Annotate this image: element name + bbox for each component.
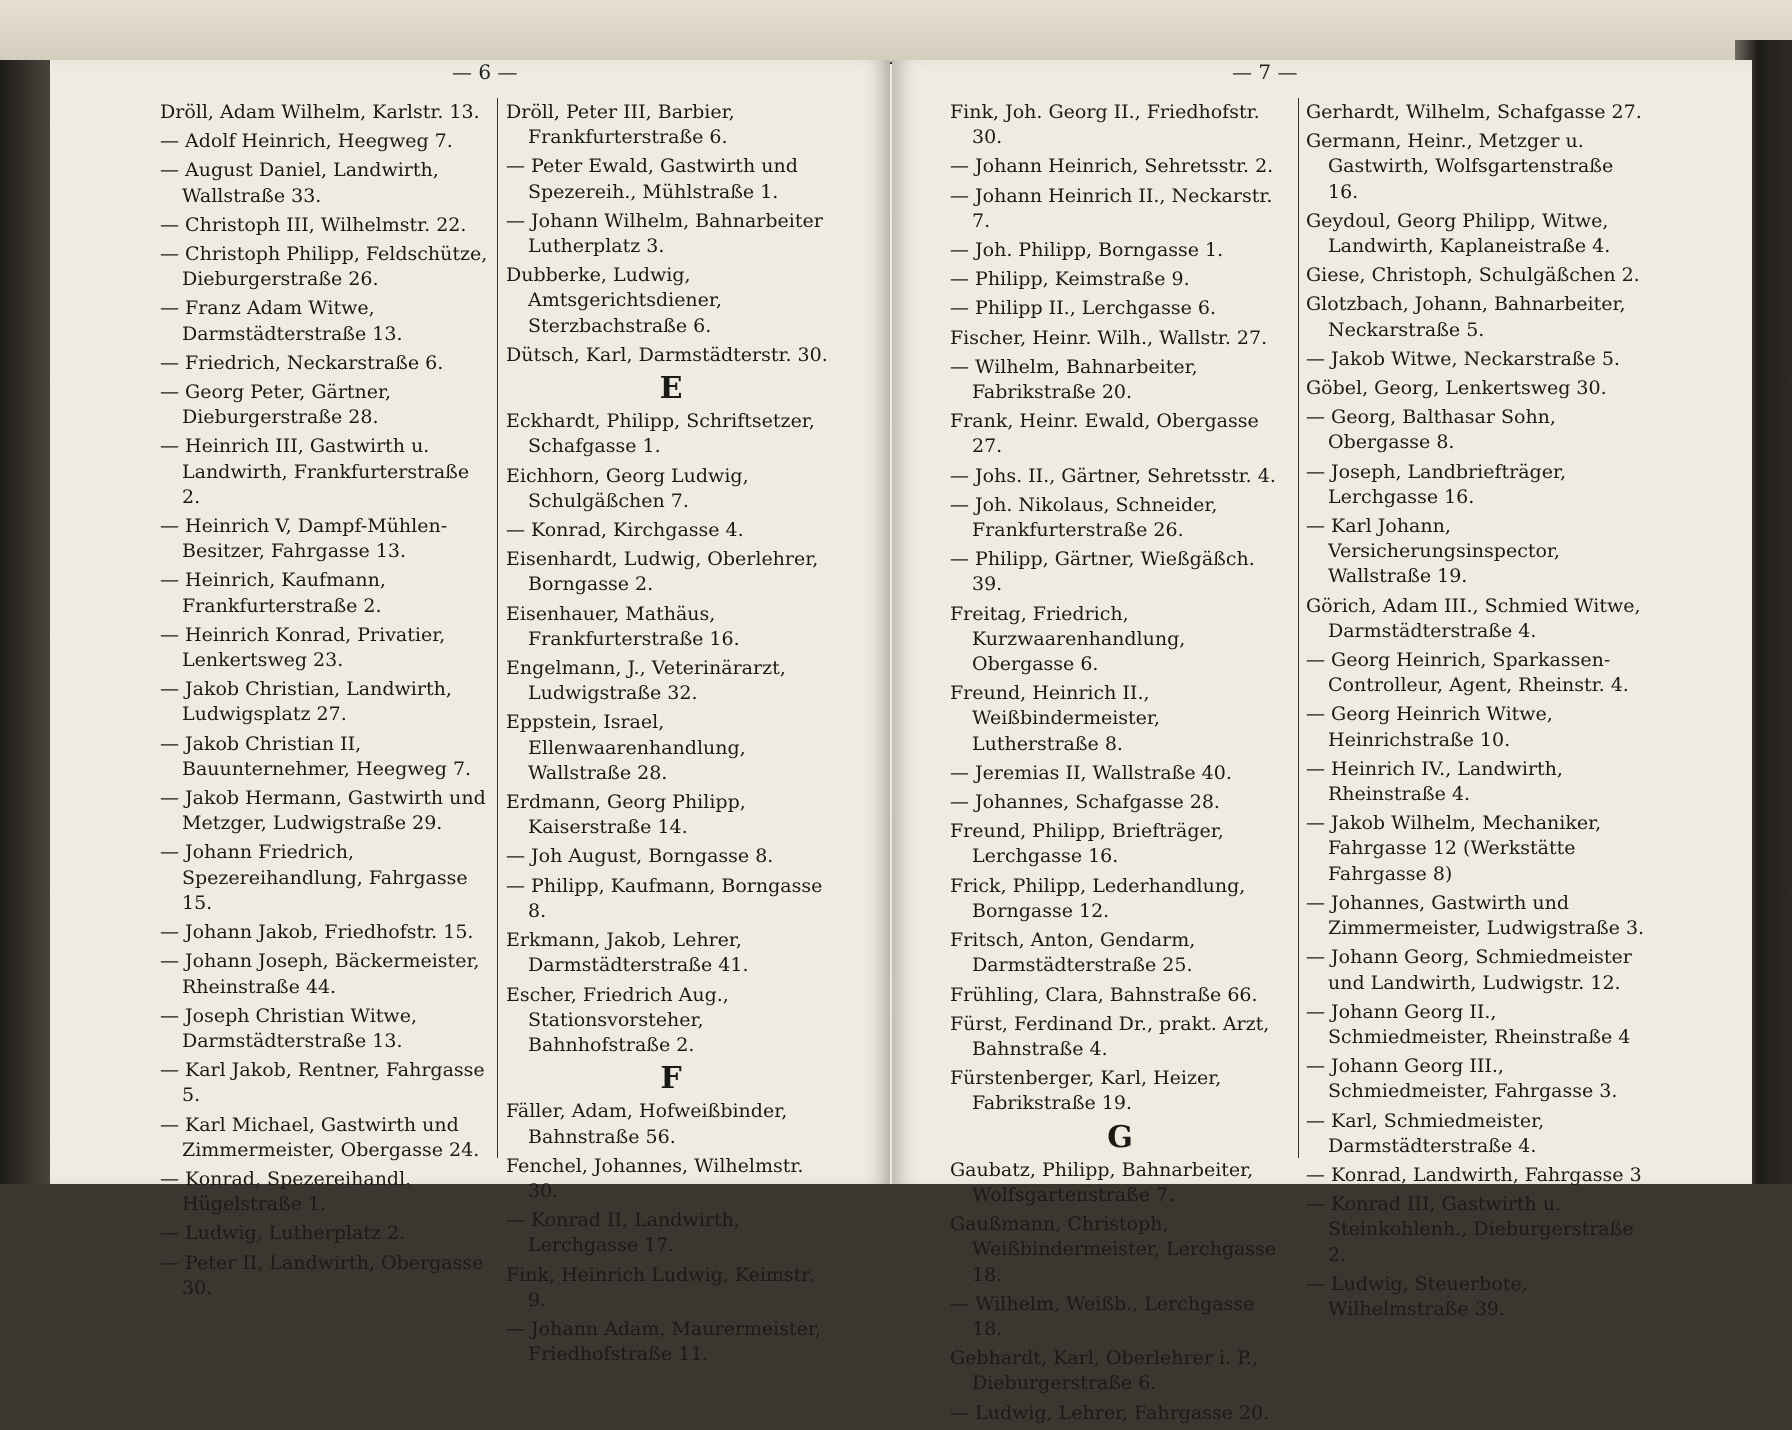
section-letter: G — [1107, 1119, 1133, 1155]
directory-entry: Dütsch, Karl, Darmstädterstr. 30. — [506, 343, 828, 366]
directory-entry: Gebhardt, Karl, Oberlehrer i. P., Dieburgerstraße 6. — [950, 1347, 1259, 1395]
directory-entry: — Johs. II., Gärtner, Sehretsstr. 4. — [950, 464, 1276, 487]
directory-entry: — Johann Jakob, Friedhofstr. 15. — [160, 921, 474, 944]
directory-entry: — Johann Georg, Schmiedmeister und Landwirth, Ludwigstr. 12. — [1306, 946, 1632, 994]
directory-entry: — Joseph, Landbriefträger, Lerchgasse 16. — [1306, 460, 1566, 508]
directory-entry: Fäller, Adam, Hofweißbinder, Bahnstraße 56. — [506, 1100, 788, 1148]
directory-entry: Frühling, Clara, Bahnstraße 66. — [950, 983, 1258, 1006]
directory-entry: Fenchel, Johannes, Wilhelmstr. 30. — [506, 1154, 804, 1202]
directory-entry: — Karl Jakob, Rentner, Fahrgasse 5. — [160, 1059, 485, 1107]
directory-entry: Erdmann, Georg Philipp, Kaiserstraße 14. — [506, 791, 746, 839]
directory-entry: Fink, Joh. Georg II., Friedhofstr. 30. — [950, 101, 1260, 149]
section-letter: E — [659, 371, 683, 407]
directory-entry: — Philipp, Keimstraße 9. — [950, 268, 1190, 291]
directory-entry: Eisenhauer, Mathäus, Frankfurterstraße 16. — [506, 602, 740, 650]
directory-entry: — Philipp, Kaufmann, Borngasse 8. — [506, 874, 823, 922]
directory-entry: — Heinrich III, Gastwirth u. Landwirth, Frankfurterstraße 2. — [160, 435, 470, 508]
directory-entry: — Johannes, Gastwirth und Zimmermeister, Ludwigstraße 3. — [1306, 891, 1645, 940]
directory-entry: — Konrad, Landwirth, Fahrgasse 3 — [1306, 1163, 1642, 1186]
directory-entry: — Georg Heinrich, Sparkassen-Controlleur, Agent, Rheinstr. 4. — [1306, 649, 1629, 697]
directory-entry: Görich, Adam III., Schmied Witwe, Darmstädterstraße 4. — [1306, 594, 1641, 642]
directory-entry: Dröll, Peter III, Barbier, Frankfurterstraße 6. — [506, 101, 735, 149]
page-number-right: — 7 — — [1232, 60, 1298, 84]
directory-entry: — Johann Wilhelm, Bahnarbeiter Lutherplatz 3. — [506, 209, 823, 258]
directory-entry: — Friedrich, Neckarstraße 6. — [160, 351, 444, 374]
directory-entry: Erkmann, Jakob, Lehrer, Darmstädterstraße 41. — [506, 929, 749, 977]
directory-entry: — Johann Georg III., Schmiedmeister, Fahrgasse 3. — [1306, 1055, 1618, 1103]
directory-entry: — Ludwig, Steuerbote, Wilhelmstraße 39. — [1306, 1272, 1528, 1320]
directory-entry: — Philipp, Gärtner, Wießgäßch. 39. — [950, 548, 1255, 596]
directory-entry: — Jeremias II, Wallstraße 40. — [950, 761, 1232, 784]
directory-entry: — Karl Johann, Versicherungsinspector, Wallstraße 19. — [1306, 515, 1560, 588]
directory-entry: — Franz Adam Witwe, Darmstädterstraße 13. — [160, 297, 403, 345]
directory-entry: — Konrad, Spezereihandl. Hügelstraße 1. — [160, 1167, 412, 1216]
directory-entry: — Georg, Balthasar Sohn, Obergasse 8. — [1306, 406, 1556, 454]
directory-entry: Gerhardt, Wilhelm, Schafgasse 27. — [1306, 101, 1642, 123]
directory-entry: Eckhardt, Philipp, Schriftsetzer, Schafgasse 1. — [506, 410, 815, 458]
directory-entry: — Christoph Philipp, Feldschütze, Dieburgerstraße 26. — [160, 243, 488, 291]
directory-entry: — Johann Adam, Maurermeister, Friedhofstraße 11. — [506, 1317, 821, 1366]
directory-entry: — Jakob Christian, Landwirth, Ludwigsplatz 27. — [160, 678, 452, 726]
directory-entry: — Jakob Christian II, Bauunternehmer, Heegweg 7. — [160, 732, 472, 780]
previous-page-strip — [0, 0, 1792, 64]
directory-entry: — Konrad II, Landwirth, Lerchgasse 17. — [506, 1209, 740, 1257]
directory-entry: Frank, Heinr. Ewald, Obergasse 27. — [950, 410, 1259, 458]
directory-entry: Engelmann, J., Veterinärarzt, Ludwigstraße 32. — [506, 657, 786, 705]
directory-entry: — Karl Michael, Gastwirth und Zimmermeister, Obergasse 24. — [160, 1113, 480, 1161]
directory-entry: — Heinrich, Kaufmann, Frankfurterstraße 2. — [160, 569, 386, 617]
directory-entry: Germann, Heinr., Metzger u. Gastwirth, Wolfsgartenstraße 16. — [1306, 130, 1614, 203]
directory-entry: — Johannes, Schafgasse 28. — [950, 791, 1220, 814]
directory-entry: — Joh August, Borngasse 8. — [506, 845, 774, 868]
directory-entry: — Wilhelm, Bahnarbeiter, Fabrikstraße 20. — [950, 355, 1198, 404]
section-letter: F — [660, 1061, 682, 1097]
directory-entry: — Joh. Philipp, Borngasse 1. — [950, 239, 1224, 262]
directory-entry: Giese, Christoph, Schulgäßchen 2. — [1306, 264, 1640, 287]
directory-entry: — Joh. Nikolaus, Schneider, Frankfurterstraße 26. — [950, 493, 1218, 542]
directory-entry: Glotzbach, Johann, Bahnarbeiter, Neckarstraße 5. — [1306, 293, 1626, 341]
directory-entry: — Heinrich V, Dampf-Mühlen-Besitzer, Fahrgasse 13. — [160, 515, 448, 563]
directory-entry: — Joseph Christian Witwe, Darmstädterstraße 13. — [160, 1004, 417, 1052]
column-1 — [160, 100, 488, 1305]
directory-entry: Fink, Heinrich Ludwig, Keimstr. 9. — [506, 1263, 815, 1311]
directory-entry: Escher, Friedrich Aug., Stationsvorsteher, Bahnhofstraße 2. — [506, 983, 729, 1056]
directory-entry: — Philipp II., Lerchgasse 6. — [950, 297, 1217, 320]
column-rule-right — [1298, 98, 1299, 1158]
directory-entry: — Adolf Heinrich, Heegweg 7. — [160, 130, 453, 153]
directory-entry: — Heinrich IV., Landwirth, Rheinstraße 4. — [1306, 757, 1563, 806]
directory-entry: — Heinrich Konrad, Privatier, Lenkertsweg 23. — [160, 623, 446, 672]
directory-entry: — Peter Ewald, Gastwirth und Spezereih., Mühlstraße 1. — [506, 155, 798, 203]
directory-entry: — Konrad, Kirchgasse 4. — [506, 519, 744, 542]
directory-entry: Eppstein, Israel, Ellenwaarenhandlung, Wallstraße 28. — [506, 711, 746, 784]
directory-entry: — Georg Heinrich Witwe, Heinrichstraße 10. — [1306, 703, 1553, 751]
directory-entry: — Johann Georg II., Schmiedmeister, Rheinstraße 4 — [1306, 1000, 1631, 1048]
directory-entry: Fischer, Heinr. Wilh., Wallstr. 27. — [950, 326, 1268, 349]
left-book-edge — [0, 60, 52, 1184]
directory-entry: — Peter II, Landwirth, Obergasse 30. — [160, 1251, 484, 1299]
directory-entry: Fritsch, Anton, Gendarm, Darmstädterstraße 25. — [950, 929, 1196, 977]
directory-entry: — Konrad III, Gastwirth u. Steinkohlenh., Dieburgerstraße 2. — [1306, 1193, 1634, 1266]
directory-entry: Fürst, Ferdinand Dr., prakt. Arzt, Bahnstraße 4. — [950, 1012, 1270, 1060]
directory-entry: — Ludwig, Lehrer, Fahrgasse 20. — [950, 1401, 1270, 1424]
directory-entry: — August Daniel, Landwirth, Wallstraße 33. — [160, 159, 439, 207]
directory-entry: Dröll, Adam Wilhelm, Karlstr. 13. — [160, 101, 480, 123]
directory-entry: Eichhorn, Georg Ludwig, Schulgäßchen 7. — [506, 464, 749, 512]
column-2 — [506, 100, 836, 1371]
directory-entry: — Christoph III, Wilhelmstr. 22. — [160, 213, 467, 236]
directory-entry: Freund, Philipp, Briefträger, Lerchgasse 16. — [950, 820, 1224, 868]
directory-entry: Fürstenberger, Karl, Heizer, Fabrikstraße 19. — [950, 1067, 1222, 1115]
directory-entry: Gaubatz, Philipp, Bahnarbeiter, Wolfsgartenstraße 7. — [950, 1158, 1254, 1206]
directory-entry: — Jakob Hermann, Gastwirth und Metzger, Ludwigstraße 29. — [160, 787, 486, 835]
directory-entry: — Georg Peter, Gärtner, Dieburgerstraße 28. — [160, 381, 392, 429]
directory-entry: Dubberke, Ludwig, Amtsgerichtsdiener, Sterzbachstraße 6. — [506, 264, 722, 337]
directory-entry: Frick, Philipp, Lederhandlung, Borngasse 12. — [950, 874, 1246, 922]
directory-entry: — Wilhelm, Weißb., Lerchgasse 18. — [950, 1292, 1255, 1340]
directory-entry: Göbel, Georg, Lenkertsweg 30. — [1306, 377, 1607, 400]
directory-entry: — Johann Heinrich II., Neckarstr. 7. — [950, 184, 1273, 232]
directory-entry: — Jakob Wilhelm, Mechaniker, Fahrgasse 12 (Werkstätte Fahrgasse 8) — [1306, 812, 1602, 885]
directory-entry: — Jakob Witwe, Neckarstraße 5. — [1306, 347, 1620, 370]
page-number-left: — 6 — — [452, 60, 518, 84]
directory-entry: Freund, Heinrich II., Weißbindermeister, Lutherstraße 8. — [950, 682, 1160, 755]
column-rule-left — [497, 98, 498, 1158]
directory-entry: — Johann Friedrich, Spezereihandlung, Fahrgasse 15. — [160, 841, 468, 914]
directory-entry: — Ludwig, Lutherplatz 2. — [160, 1222, 406, 1245]
column-3 — [950, 100, 1290, 1430]
directory-entry: — Johann Joseph, Bäckermeister, Rheinstraße 44. — [160, 950, 480, 998]
column-4 — [1306, 100, 1646, 1326]
directory-entry: Geydoul, Georg Philipp, Witwe, Landwirth, Kaplaneistraße 4. — [1306, 209, 1611, 258]
directory-entry: Eisenhardt, Ludwig, Oberlehrer, Borngasse 2. — [506, 548, 819, 596]
directory-entry: — Karl, Schmiedmeister, Darmstädterstraße 4. — [1306, 1109, 1545, 1157]
directory-entry: — Johann Heinrich, Sehretsstr. 2. — [950, 155, 1274, 178]
directory-entry: Gaußmann, Christoph, Weißbindermeister, Lerchgasse 18. — [950, 1213, 1277, 1286]
directory-entry: Freitag, Friedrich, Kurzwaarenhandlung, Obergasse 6. — [950, 602, 1186, 676]
